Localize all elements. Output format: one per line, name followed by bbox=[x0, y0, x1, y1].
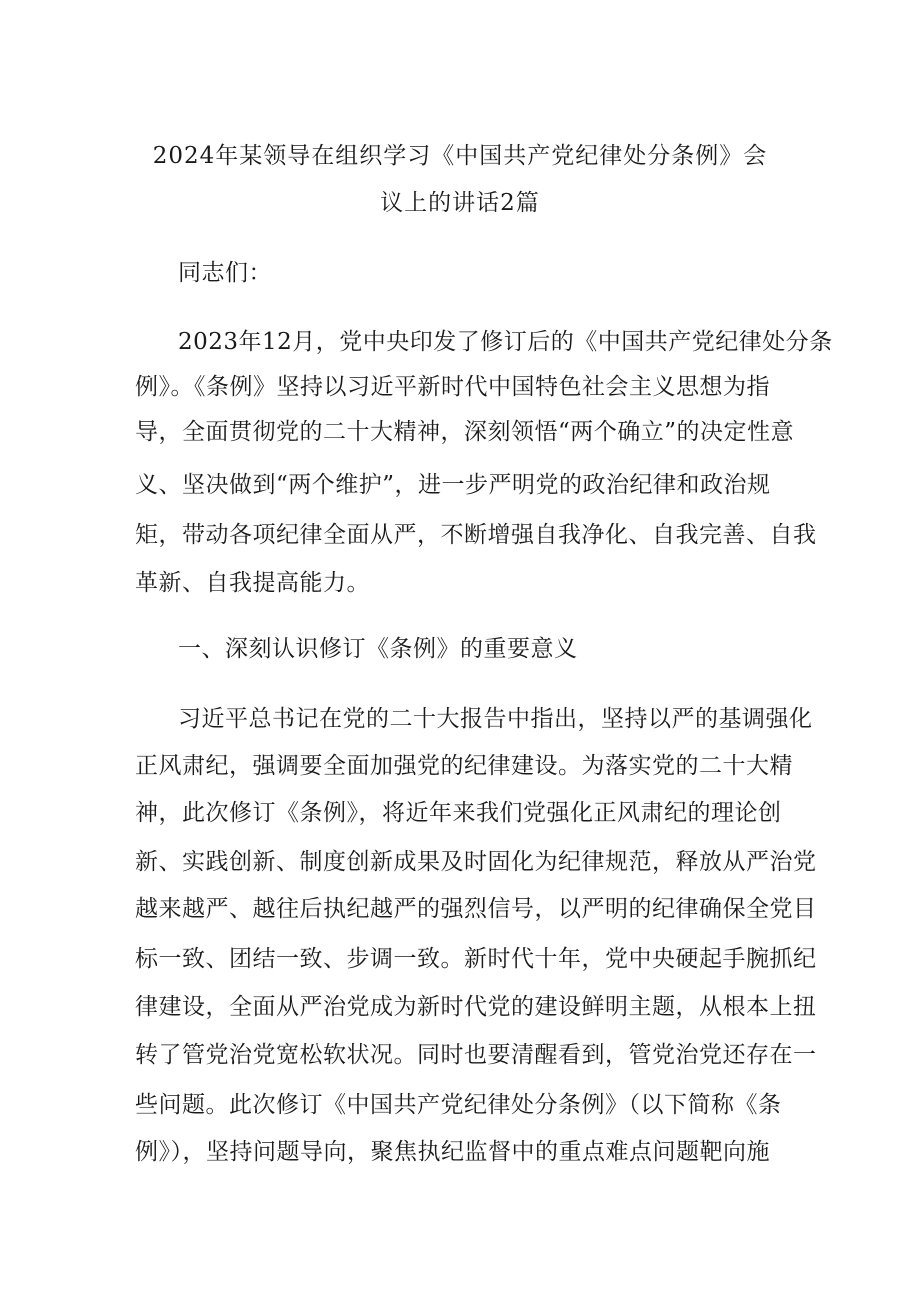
paragraph-1-line: 2023年12月，党中央印发了修订后的《中国共产党纪律处分条 bbox=[178, 329, 833, 355]
paragraph-2-line: 正风肃纪，强调要全面加强党的纪律建设。为落实党的二十大精 bbox=[135, 753, 793, 779]
paragraph-1-line: 导，全面贯彻党的二十大精神，深刻领悟“两个确立”的决定性意 bbox=[135, 419, 795, 445]
paragraph-1-line: 矩，带动各项纪律全面从严，不断增强自我净化、自我完善、自我 bbox=[135, 522, 817, 548]
paragraph-2-line: 些问题。此次修订《中国共产党纪律处分条例》（以下简称《条 bbox=[135, 1092, 782, 1118]
document-title-line-2: 议上的讲话2篇 bbox=[380, 190, 540, 216]
paragraph-1-line: 义、坚决做到“两个维护”，进一步严明党的政治纪律和政治规 bbox=[135, 472, 771, 498]
paragraph-2-line: 转了管党治党宽松软状况。同时也要清醒看到，管党治党还存在一 bbox=[135, 1042, 817, 1068]
paragraph-2-line: 越来越严、越往后执纪越严的强烈信号，以严明的纪律确保全党目 bbox=[135, 896, 817, 922]
salutation: 同志们： bbox=[178, 260, 272, 286]
section-1-heading: 一、深刻认识修订《条例》的重要意义 bbox=[178, 636, 578, 662]
document-title-line-1: 2024年某领导在组织学习《中国共产党纪律处分条例》会 bbox=[152, 143, 768, 169]
paragraph-2-line: 标一致、团结一致、步调一致。新时代十年，党中央硬起手腕抓纪 bbox=[135, 946, 817, 972]
paragraph-2-line: 律建设，全面从严治党成为新时代党的建设鲜明主题，从根本上扭 bbox=[135, 994, 817, 1020]
paragraph-2-line: 神，此次修订《条例》，将近年来我们党强化正风肃纪的理论创 bbox=[135, 800, 782, 826]
paragraph-2-line: 新、实践创新、制度创新成果及时固化为纪律规范，释放从严治党 bbox=[135, 849, 817, 875]
paragraph-1-line: 例》。《条例》坚持以习近平新时代中国特色社会主义思想为指 bbox=[135, 374, 770, 400]
paragraph-1-line: 革新、自我提高能力。 bbox=[135, 570, 370, 596]
paragraph-2-line: 习近平总书记在党的二十大报告中指出，坚持以严的基调强化 bbox=[178, 706, 813, 732]
paragraph-2-line: 例》），坚持问题导向，聚焦执纪监督中的重点难点问题靶向施 bbox=[135, 1139, 770, 1165]
